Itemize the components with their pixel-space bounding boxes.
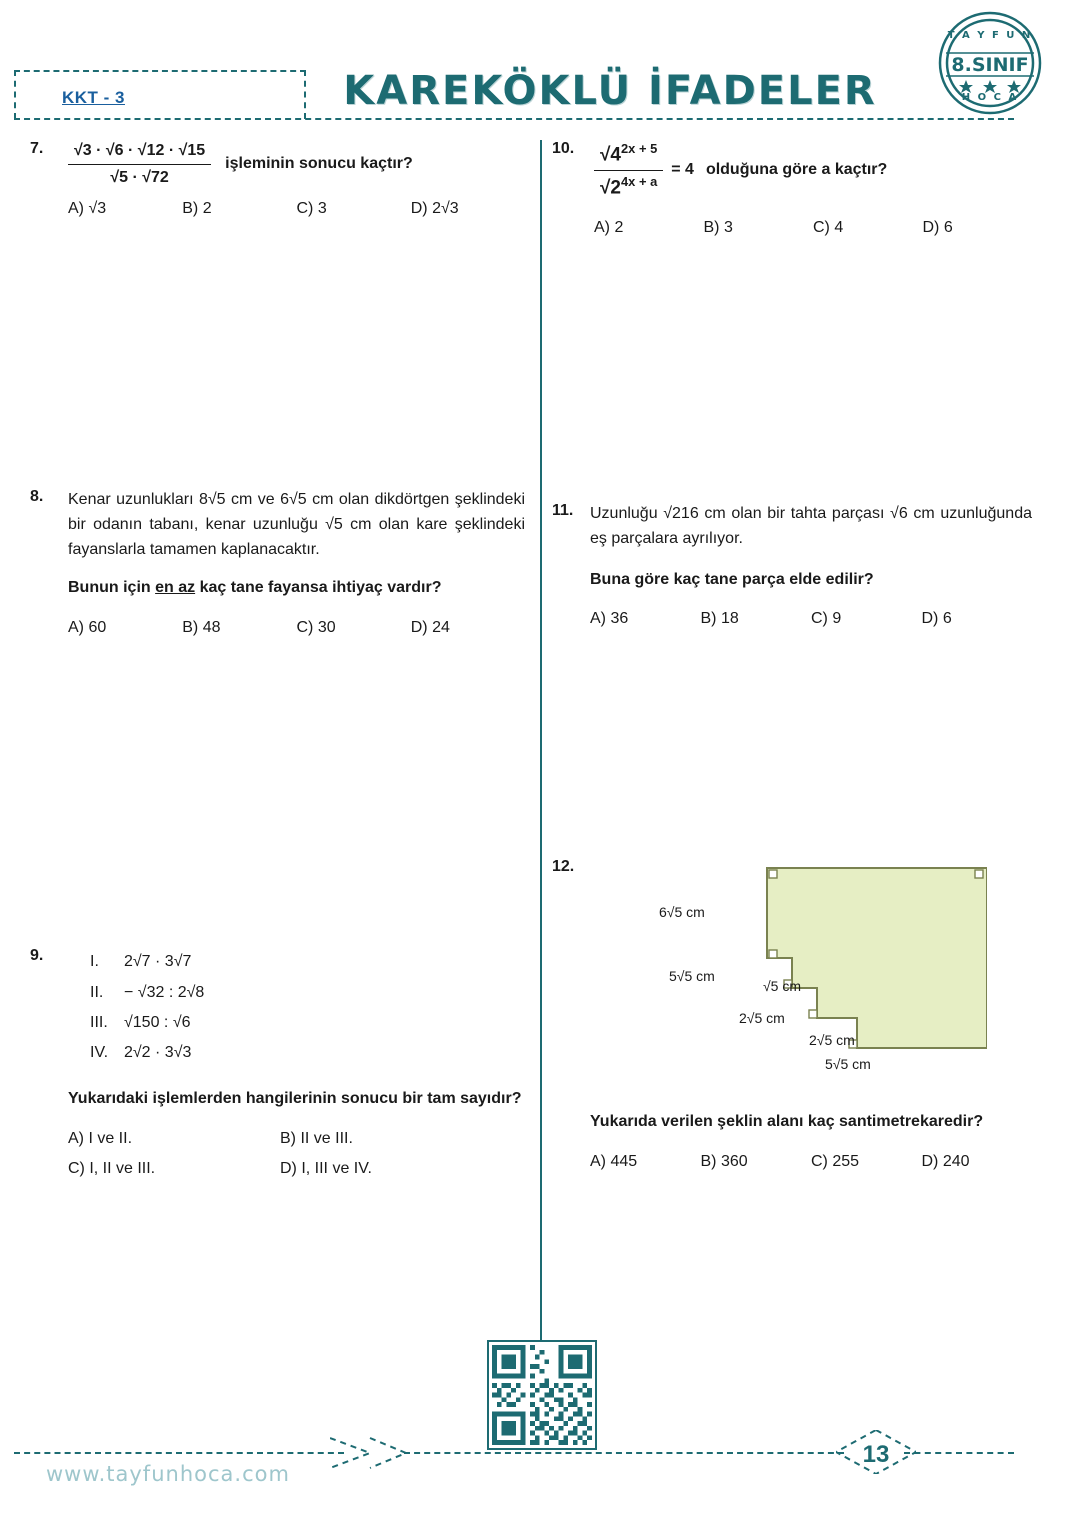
- question-prompt: Yukarıdaki işlemlerden hangilerinin sonucu bir tam sayıdır?: [68, 1089, 522, 1107]
- fraction-expression: [594, 140, 663, 201]
- list-item: [90, 1038, 525, 1068]
- option-d[interactable]: D) 6: [922, 218, 953, 236]
- option-d[interactable]: D) I, III ve IV.: [280, 1159, 372, 1177]
- svg-text:H O C A: H O C A: [961, 92, 1019, 103]
- header-left-bracket: [14, 70, 306, 119]
- prompt-post: kaç tane fayansa ihtiyaç vardır?: [195, 579, 442, 597]
- header-divider: [14, 118, 1014, 120]
- footer-divider-mid: [404, 1452, 844, 1454]
- page-number: 13: [862, 1441, 890, 1468]
- options-q8: [68, 619, 525, 637]
- option-b[interactable]: B) 48: [182, 619, 221, 637]
- left-column: [30, 140, 525, 1178]
- figure-label: 2√5 cm: [809, 1032, 855, 1049]
- numerator-base: √4: [600, 144, 621, 166]
- figure-label: 6√5 cm: [659, 904, 705, 921]
- prompt-pre: Bunun için: [68, 579, 156, 597]
- option-a[interactable]: A) I ve II.: [68, 1129, 133, 1147]
- option-c[interactable]: C) 255: [811, 1153, 860, 1171]
- question-10: [552, 140, 1032, 237]
- question-prompt: [68, 576, 525, 601]
- list-item: [90, 947, 525, 977]
- list-expression: − √32 : 2√8: [124, 983, 205, 1001]
- option-b[interactable]: B) 18: [700, 610, 739, 628]
- option-a[interactable]: A) 36: [590, 610, 629, 628]
- option-c[interactable]: C) 30: [296, 619, 336, 637]
- options-q11: [590, 610, 1032, 628]
- svg-text:8.SINIF: 8.SINIF: [951, 54, 1029, 76]
- question-9: [30, 947, 525, 1177]
- question-8: [30, 488, 525, 637]
- option-d[interactable]: D) 24: [410, 619, 450, 637]
- question-expression-list: [68, 947, 525, 1069]
- prompt-emphasis: en az: [155, 579, 196, 597]
- option-c[interactable]: C) 3: [296, 200, 327, 218]
- footer-chevron-icon: [330, 1434, 410, 1472]
- question-prompt: işleminin sonucu kaçtır?: [225, 154, 413, 172]
- footer-divider-left: [14, 1452, 344, 1454]
- list-item: [90, 1008, 525, 1038]
- fraction-expression: [68, 140, 211, 188]
- website-url: www.tayfunhoca.com: [46, 1462, 290, 1486]
- list-roman: III.: [90, 1013, 108, 1031]
- options-q7: [68, 200, 525, 218]
- grade-stamp: [926, 8, 1054, 118]
- question-prompt: Yukarıda verilen şeklin alanı kaç santimetrekaredir?: [590, 1113, 984, 1131]
- option-a[interactable]: A) 2: [594, 218, 624, 236]
- column-divider: [540, 140, 542, 1340]
- question-11: [552, 502, 1032, 628]
- option-c[interactable]: C) 9: [811, 610, 842, 628]
- options-q12: [590, 1153, 1032, 1171]
- equals-value: = 4: [671, 161, 694, 179]
- question-prompt: olduğuna göre a kaçtır?: [705, 161, 888, 179]
- option-c[interactable]: C) I, II ve III.: [68, 1159, 156, 1177]
- option-a[interactable]: A) √3: [68, 200, 107, 218]
- kkt-label: KKT - 3: [62, 88, 125, 107]
- figure-label: 5√5 cm: [669, 968, 715, 985]
- stair-shape-figure: [657, 858, 987, 1088]
- question-text: [68, 140, 525, 188]
- list-item: [90, 978, 525, 1008]
- list-roman: II.: [90, 983, 104, 1001]
- option-d[interactable]: D) 6: [921, 610, 952, 628]
- option-b[interactable]: B) 2: [182, 200, 212, 218]
- question-text: Kenar uzunlukları 8√5 cm ve 6√5 cm olan dikdörtgen şeklindeki bir odanın tabanı, kenar uzunluğu √5 cm olan kare şeklindeki fayanslarla tamamen kaplanacaktır.: [68, 491, 525, 558]
- fraction-denominator: √5 · √72: [110, 168, 169, 186]
- question-prompt: Buna göre kaç tane parça elde edilir?: [590, 570, 874, 588]
- fraction-numerator: √3 · √6 · √12 · √15: [68, 140, 211, 165]
- list-expression: 2√7 · 3√7: [124, 953, 192, 971]
- list-roman: IV.: [90, 1044, 109, 1062]
- option-d[interactable]: D) 2√3: [410, 200, 459, 218]
- option-c[interactable]: C) 4: [813, 218, 844, 236]
- right-column: [552, 140, 1032, 1171]
- options-q10: [594, 219, 1032, 237]
- options-q9-row2: [68, 1160, 525, 1178]
- denominator-exponent: 4x + a: [621, 173, 658, 189]
- footer-divider-right: [904, 1452, 1014, 1454]
- question-number: 10.: [552, 140, 575, 157]
- option-b[interactable]: B) 360: [700, 1153, 748, 1171]
- question-text: [594, 140, 1032, 201]
- list-roman: I.: [90, 953, 99, 971]
- question-number: 12.: [552, 858, 575, 876]
- option-a[interactable]: A) 445: [590, 1153, 638, 1171]
- option-a[interactable]: A) 60: [68, 619, 107, 637]
- question-7: [30, 140, 525, 248]
- question-number: 9.: [30, 947, 44, 965]
- list-expression: √150 : √6: [124, 1013, 191, 1031]
- question-number: 11.: [552, 501, 574, 519]
- figure-label: 5√5 cm: [825, 1056, 871, 1073]
- option-b[interactable]: B) 3: [703, 218, 733, 236]
- figure-label: 2√5 cm: [739, 1010, 785, 1027]
- option-d[interactable]: D) 240: [921, 1153, 970, 1171]
- denominator-base: √2: [600, 177, 621, 199]
- question-12: [552, 858, 1032, 1171]
- fraction-denominator: [594, 171, 663, 201]
- options-q9-row1: [68, 1130, 525, 1148]
- svg-text:T A Y F U N: T A Y F U N: [947, 30, 1033, 41]
- question-number: 7.: [30, 140, 44, 157]
- page-title: KAREKÖKLÜ İFADELER: [343, 68, 877, 114]
- qr-code[interactable]: [487, 1340, 597, 1450]
- list-expression: 2√2 · 3√3: [124, 1044, 192, 1062]
- figure-label: √5 cm: [763, 978, 802, 995]
- question-text: Uzunluğu √216 cm olan bir tahta parçası √6 cm uzunluğunda eş parçalara ayrılıyor.: [590, 504, 1032, 547]
- option-b[interactable]: B) II ve III.: [280, 1129, 353, 1147]
- question-number: 8.: [30, 488, 44, 505]
- fraction-numerator: [594, 140, 663, 171]
- numerator-exponent: 2x + 5: [621, 141, 658, 156]
